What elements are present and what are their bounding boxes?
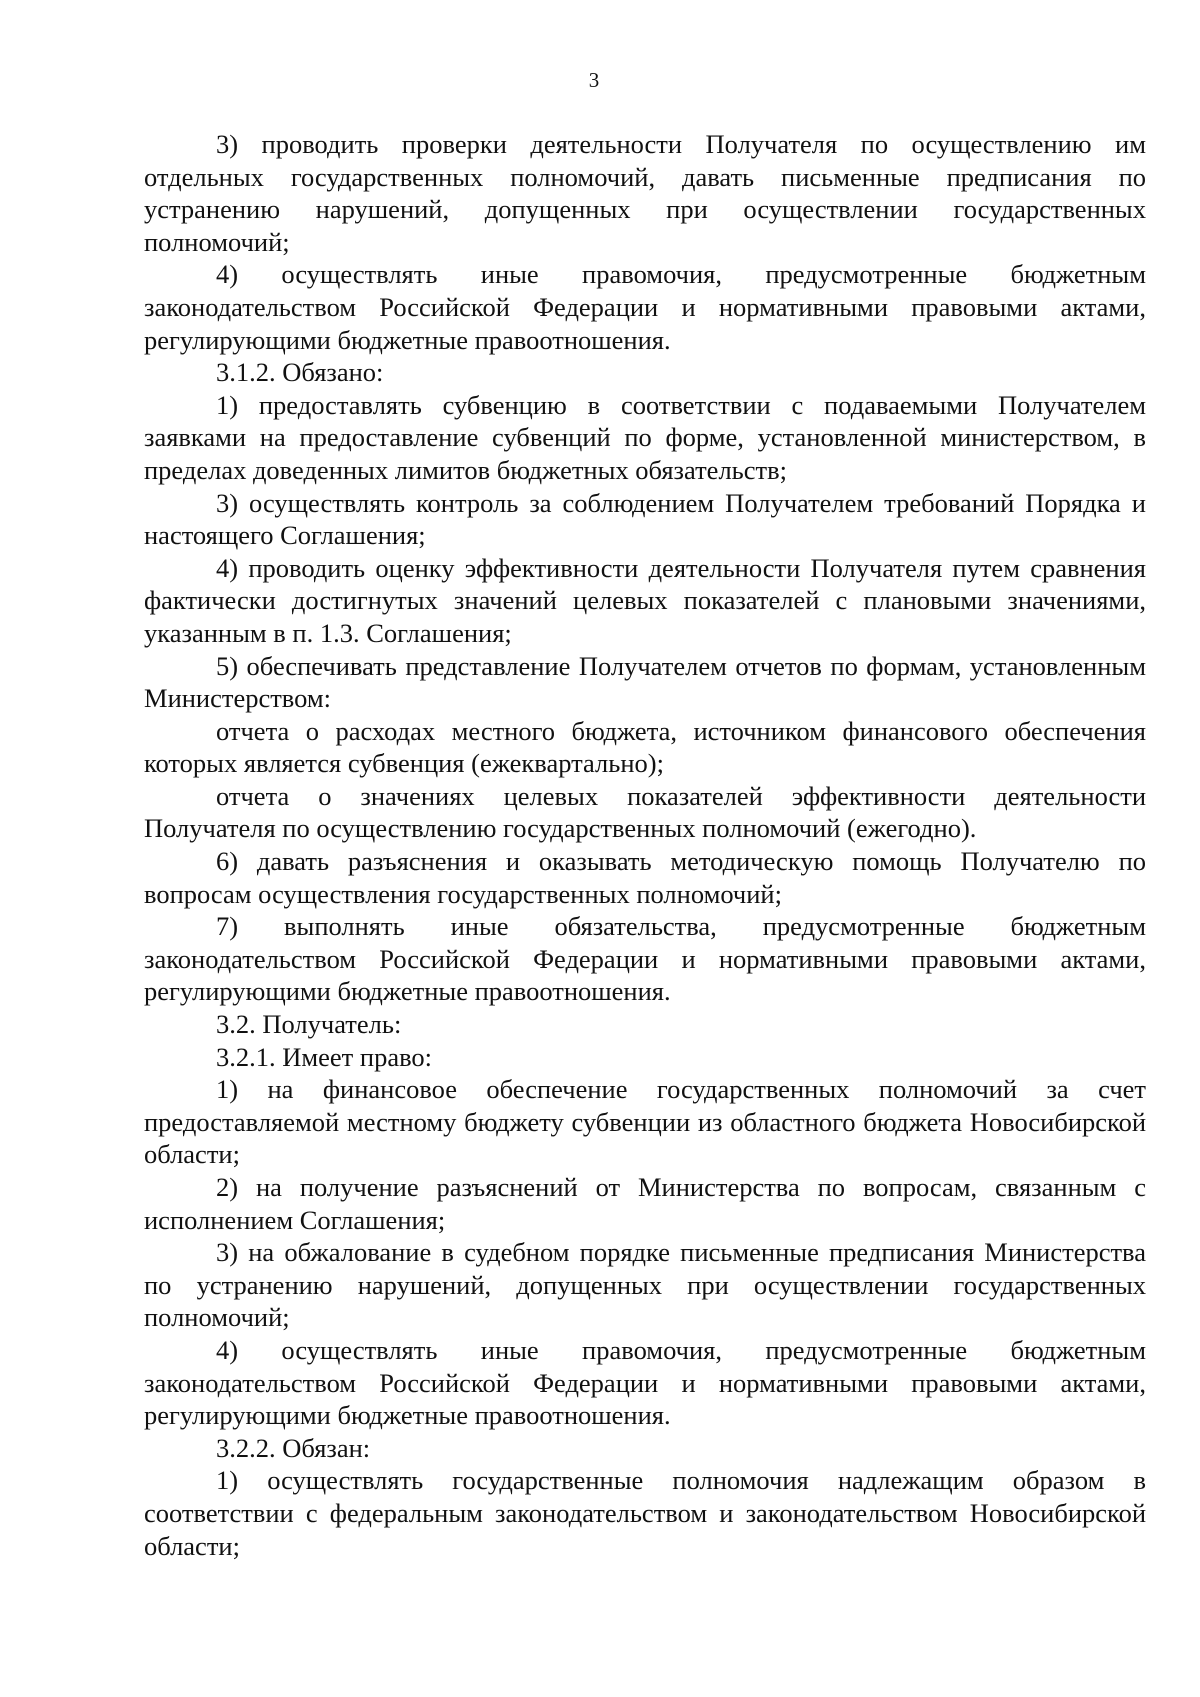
paragraph-item-3-appeal: 3) на обжалование в судебном порядке письменные предписания Министерства по устранению нарушений, допущенных при осуществлении государственных полномочий;: [144, 1237, 1146, 1333]
paragraph-item-2-clarifications: 2) на получение разъяснений от Министерства по вопросам, связанным с исполнением Соглашения;: [144, 1172, 1146, 1235]
paragraph-item-4-evaluate: 4) проводить оценку эффективности деятельности Получателя путем сравнения фактически достигнутых значений целевых показателей с плановыми значениями, указанным в п. 1.3. Соглашения;: [144, 552, 1146, 648]
paragraph-item-7-other-obligations: 7) выполнять иные обязательства, предусмотренные бюджетным законодательством Российской Федерации и нормативными правовыми актами, регулирующими бюджетные правоотношения.: [144, 911, 1146, 1007]
paragraph-item-1-exercise-powers: 1) осуществлять государственные полномочия надлежащим образом в соответствии с федеральным законодательством и законодательством Новосибирской области;: [144, 1465, 1146, 1561]
page-number: 3: [588, 68, 600, 92]
paragraph-item-1-financing: 1) на финансовое обеспечение государственных полномочий за счет предоставляемой местному бюджету субвенции из областного бюджета Новосибирской области;: [144, 1074, 1146, 1170]
section-heading-3-1-2: 3.1.2. Обязано:: [216, 357, 384, 388]
paragraph-item-3-control: 3) осуществлять контроль за соблюдением Получателем требований Порядка и настоящего Соглашения;: [144, 487, 1146, 551]
section-heading-3-2-1: 3.2.1. Имеет право:: [216, 1041, 433, 1072]
paragraph-report-indicators: отчета о значениях целевых показателей эффективности деятельности Получателя по осуществлению государственных полномочий (ежегодно).: [144, 780, 1146, 844]
paragraph-item-6-explanations: 6) давать разъяснения и оказывать методическую помощь Получателю по вопросам осуществления государственных полномочий;: [144, 846, 1146, 909]
section-heading-3-2-2: 3.2.2. Обязан:: [216, 1432, 371, 1463]
paragraph-item-4-other-powers: 4) осуществлять иные правомочия, предусмотренные бюджетным законодательством Российской Федерации и нормативными правовыми актами, регулирующими бюджетные правоотношения.: [144, 259, 1146, 355]
paragraph-item-3-inspections: 3) проводить проверки деятельности Получателя по осуществлению им отдельных государственных полномочий, давать письменные предписания по устранению нарушений, допущенных при осуществлении государственных полномочий;: [144, 129, 1146, 257]
paragraph-item-4-other-powers-recipient: 4) осуществлять иные правомочия, предусмотренные бюджетным законодательством Российской Федерации и нормативными правовыми актами, регулирующими бюджетные правоотношения.: [144, 1334, 1146, 1431]
paragraph-item-5-reports: 5) обеспечивать представление Получателем отчетов по формам, установленным Министерством:: [144, 650, 1146, 714]
paragraph-item-1-provide-subvention: 1) предоставлять субвенцию в соответствии с подаваемыми Получателем заявками на предоставление субвенций по форме, установленной министерством, в пределах доведенных лимитов бюджетных обязательств;: [144, 389, 1146, 485]
paragraph-report-expenses: отчета о расходах местного бюджета, источником финансового обеспечения которых является субвенция (ежеквартально);: [144, 715, 1146, 779]
document-body: [144, 128, 1146, 1562]
section-heading-3-2: 3.2. Получатель:: [216, 1009, 402, 1040]
